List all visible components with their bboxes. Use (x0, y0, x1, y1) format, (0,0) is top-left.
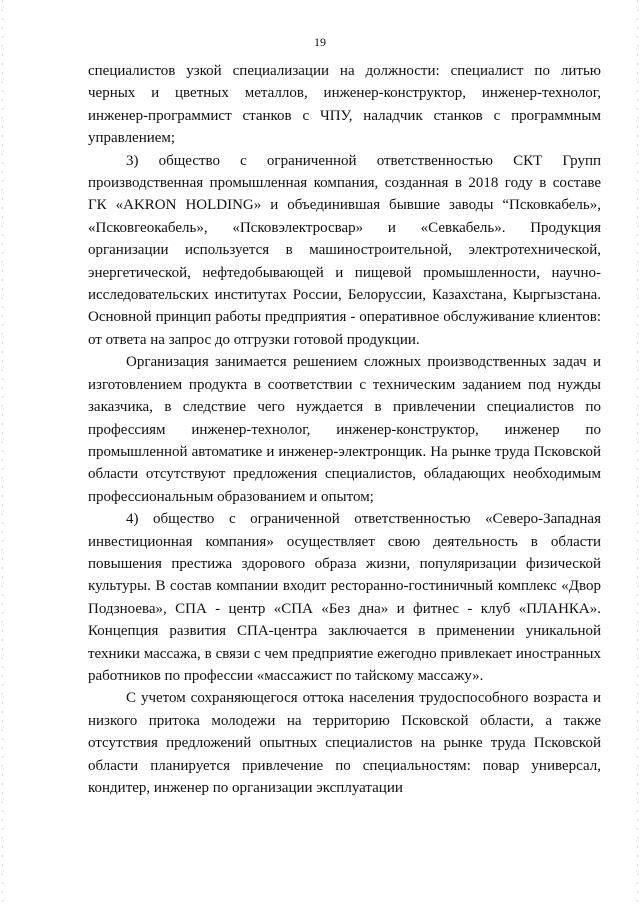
left-scan-edge (2, 0, 3, 905)
paragraph-4: 4) общество с ограниченной ответственностью «Северо-Западная инвестиционная компания» осуществляет свою деятельность в области повышения престижа здорового образа жизни, популяризации физической культуры. В состав компании входит ресторанно-гостиничный комплекс «Двор Подзноева», СПА - центр «СПА «Без дна» и фитнес - клуб «ПЛАНКА». Концепция развития СПА-центра заключается в применении уникальной техники массажа, в связи с чем предприятие ежегодно привлекает иностранных работников по профессии «массажист по тайскому массажу». (88, 511, 601, 684)
paragraph-2: 3) общество с ограниченной ответственностью СКТ Групп производственная промышленная компания, созданная в 2018 году в составе ГК «AKRON HOLDING» и объединившая бывшие заводы “Псковкабель», «Псковгеокабель», «Псковэлектросвар» и «Севкабель». Продукция организации используется в машиностроительной, электротехнической, энергетической, нефтедобывающей и пищевой промышленности, научно-исследовательских институтах России, Белоруссии, Казахстана, Кыргызстана. Основной принцип работы предприятия - оперативное обслуживание клиентов: от ответа на запрос до отгрузки готовой продукции. (88, 152, 601, 348)
paragraph-5: С учетом сохраняющегося оттока населения трудоспособного возраста и низкого притока молодежи на территорию Псковской области, а также отсутствия предложений опытных специалистов на рынке труда Псковской области планируется привлечение по специальностям: повар универсал, кондитер, инженер по организации эксплуатации (88, 690, 601, 796)
page-number: 19 (314, 35, 326, 49)
paragraph-1: специалистов узкой специализации на должности: специалист по литью черных и цветных металлов, инженер-конструктор, инженер-технолог, инженер-программист станков с ЧПУ, наладчик станков с программным управлением; (88, 63, 601, 147)
right-scan-edge (637, 0, 638, 905)
paragraph-3: Организация занимается решением сложных производственных задач и изготовлением продукта в соответствии с техническим заданием под нужды заказчика, в следствие чего нуждается в привлечении специалистов по профессиям инженер-технолог, инженер-конструктор, инженер по промышленной автоматике и инженер-электронщик. На рынке труда Псковской области отсутствуют предложения специалистов, обладающих необходимым профессиональным образованием и опытом; (88, 354, 601, 505)
document-body (88, 60, 601, 799)
